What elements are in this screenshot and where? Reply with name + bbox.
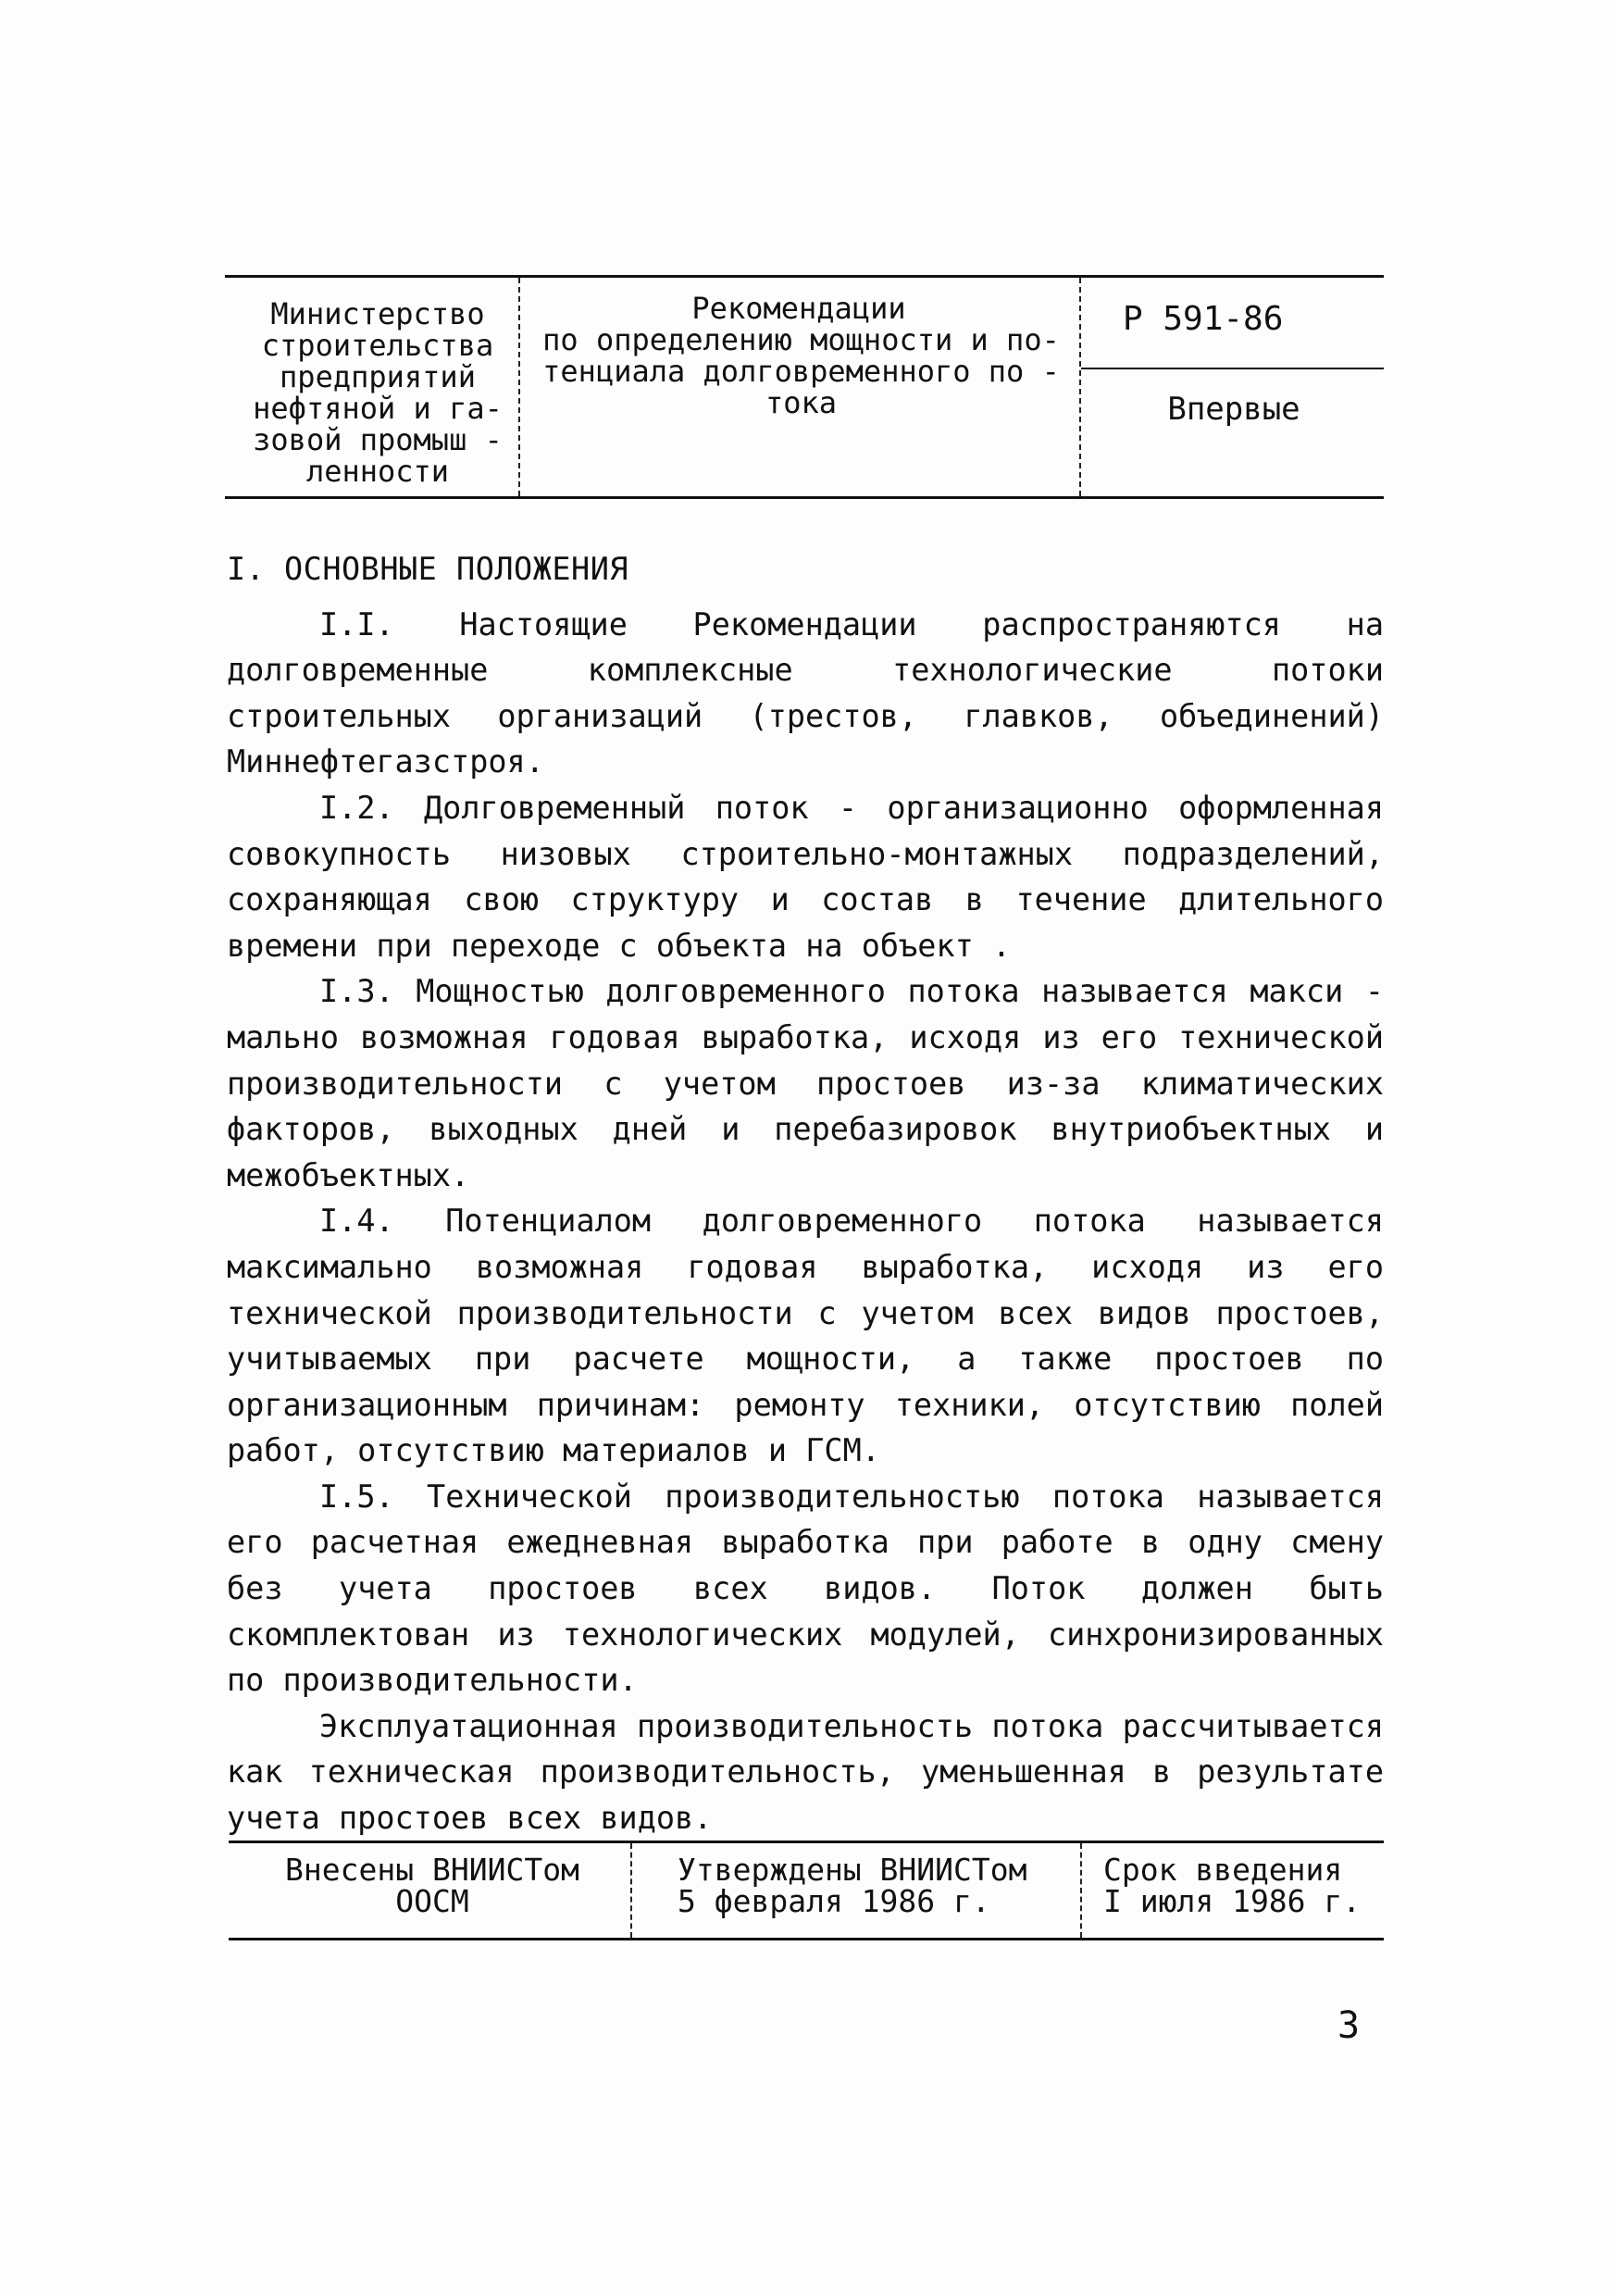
paragraph: I.3. Мощностью долговременного потока называется макси - мально возможная годовая выработка, исходя из его технической производительности с учетом простоев из-за климатических факторов, выходных дней и перебазировок внутриобъектных и межобъектных.: [227, 973, 1384, 1193]
footer-divider: [630, 1843, 632, 1938]
paragraph: I.4. Потенциалом долговременного потока называется максимально возможная годовая выработка, исходя из его технической производительности с учетом всех видов простоев, учитываемых при расчете мощности, а также простоев по организационным причинам: ремонту техники, отсутствию полей работ, отсутствию материалов и ГСМ.: [227, 1203, 1384, 1469]
document-title: Рекомендации: [691, 291, 906, 326]
footer-table: [229, 1841, 1384, 1940]
paragraph: I.2. Долговременный поток - организационно оформленная совокупность низовых строительно-монтажных подразделений, сохраняющая свою структуру и состав в течение длительного времени при переходе с объекта на объект .: [227, 789, 1384, 964]
paragraph: Эксплуатационная производительность потока рассчитывается как техническая производительность, уменьшенная в результате учета простоев всех видов.: [227, 1707, 1384, 1837]
document-status: Впервые: [1167, 391, 1300, 428]
header-divider: [518, 278, 520, 496]
document-code: Р 591-86: [1123, 300, 1284, 338]
effective-date: Срок введения I июля 1986 г.: [1103, 1852, 1362, 1919]
page-number: 3: [1337, 2004, 1361, 2047]
document-subtitle: по определению мощности и по- тенциала долговременного по - тока: [542, 322, 1060, 420]
approved-by: Утверждены ВНИИСТом 5 февраля 1986 г.: [678, 1852, 1027, 1919]
header-split-line: [1081, 368, 1384, 369]
introduced-by: Внесены ВНИИСТом ООСМ: [285, 1852, 579, 1919]
ministry-name: Министерство строительства предприятий нефтяной и га- зовой промыш - ленности: [253, 296, 503, 489]
paragraph: I.I. Настоящие Рекомендации распространяются на долговременные комплексные технологические потоки строительных организаций (трестов, главков, объединений) Миннефтегазстроя.: [227, 605, 1384, 780]
footer-divider: [1080, 1843, 1082, 1938]
section-heading: I. ОСНОВНЫЕ ПОЛОЖЕНИЯ: [227, 551, 629, 587]
header-table: [225, 275, 1384, 499]
header-divider: [1079, 278, 1081, 496]
document-body: [227, 546, 1384, 1841]
paragraph: I.5. Технической производительностью потока называется его расчетная ежедневная выработка при работе в одну смену без учета простоев всех видов. Поток должен быть скомплектован из технологических модулей, синхронизированных по производительности.: [227, 1478, 1384, 1699]
